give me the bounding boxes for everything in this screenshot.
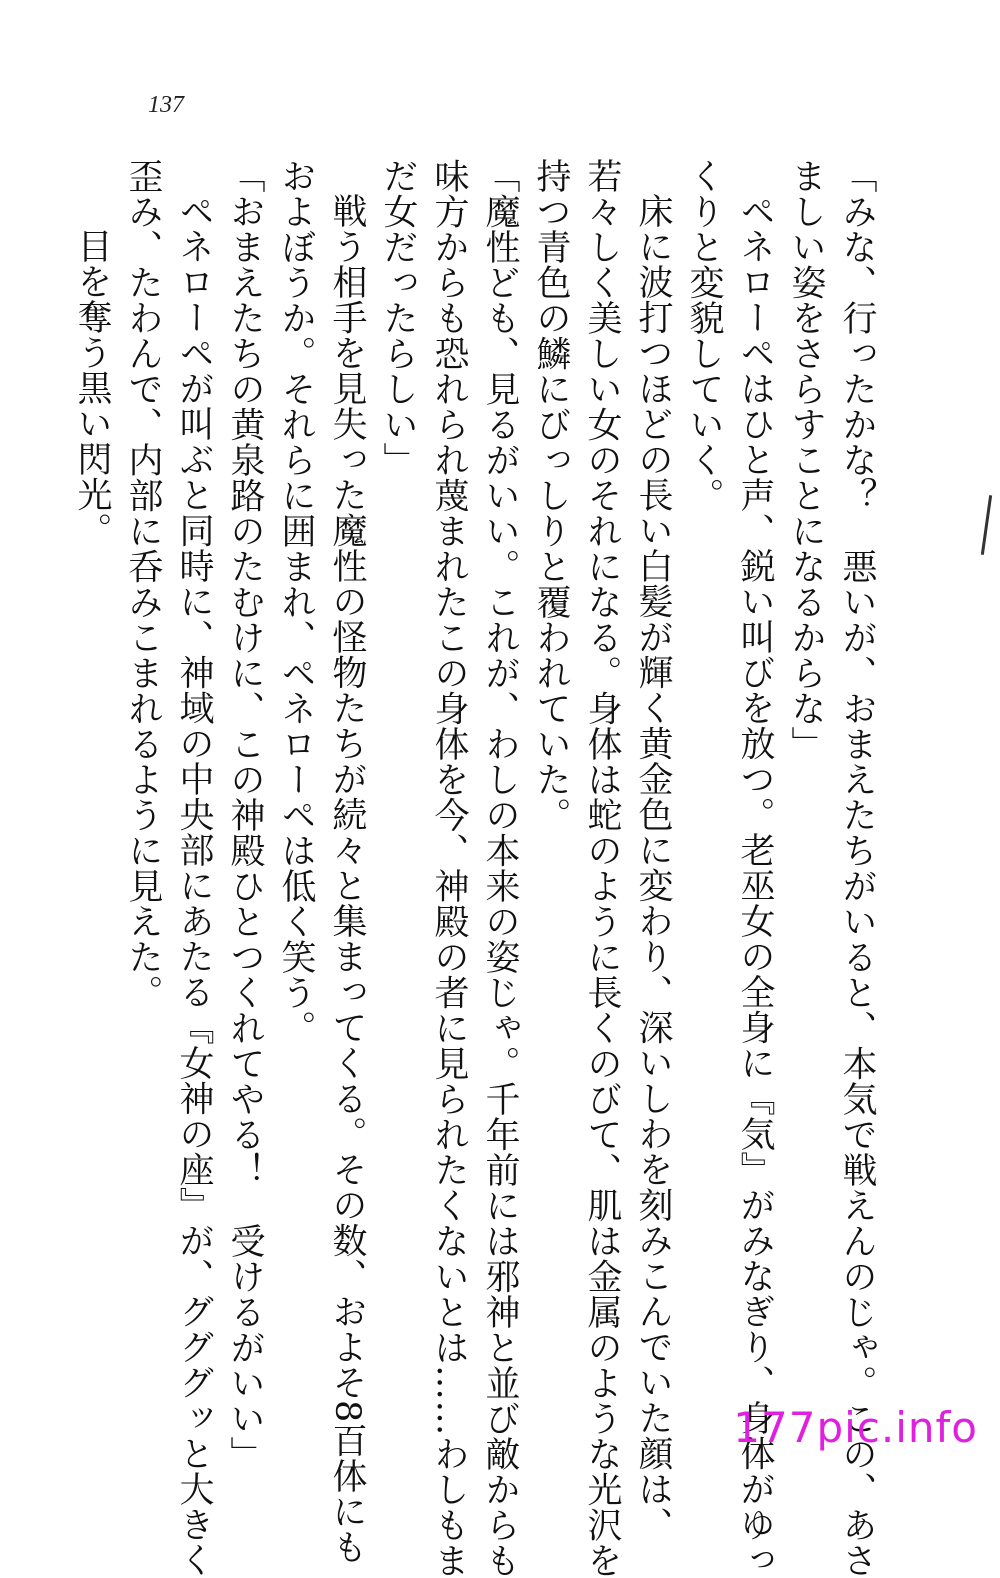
text-line: 「魔性ども、見るがいい。これが、わしの本来の姿じゃ。千年前には邪神と並び敵からも [480,158,520,1578]
text-line: 持つ青色の鱗にびっしりと覆われていた。 [531,158,571,833]
page-number: 137 [148,92,184,118]
text-line: だ女だったらしい」 [378,158,418,478]
text-line: およぼうか。それらに囲まれ、ペネローペは低く笑う。 [276,158,316,1046]
text-line: 戦う相手を見失った魔性の怪物たちが続々と集まってくる。その数、およそ8百体にも [327,193,367,1565]
text-line: 「おまえたちの黄泉路のたむけに、この神殿ひとつくれてやる！ 受けるがいい」 [225,158,265,1472]
text-line: 「みな、行ったかな？ 悪いが、おまえたちがいると、本気で戦えんのじゃ。この、あさ [837,158,877,1578]
text-line: 床に波打つほどの長い白髪が輝く黄金色に変わり、深いしわを刻みこんでいた顔は、 [633,193,673,1542]
watermark: 177pic.info [733,1403,978,1452]
text-line: くりと変貌していく。 [684,158,724,513]
text-line: 歪み、たわんで、内部に呑みこまれるように見えた。 [123,158,163,1010]
text-line: 味方からも恐れられ蔑まれたこの身体を今、神殿の者に見られたくないとは……わしもま [429,158,469,1578]
margin-mark [981,495,992,555]
text-line: ペネローペが叫ぶと同時に、神域の中央部にあたる『女神の座』が、グググッと大きく [174,193,214,1578]
text-line: 目を奪う黒い閃光。 [72,228,112,548]
text-line: ましい姿をさらすことになるからな」 [786,158,826,762]
text-line: 若々しく美しい女のそれになる。身体は蛇のように長くのびて、肌は金属のような光沢を [582,158,622,1578]
text-line: ペネローペはひと声、鋭い叫びを放つ。老巫女の全身に『気』がみなぎり、身体がゆっ [735,193,775,1578]
